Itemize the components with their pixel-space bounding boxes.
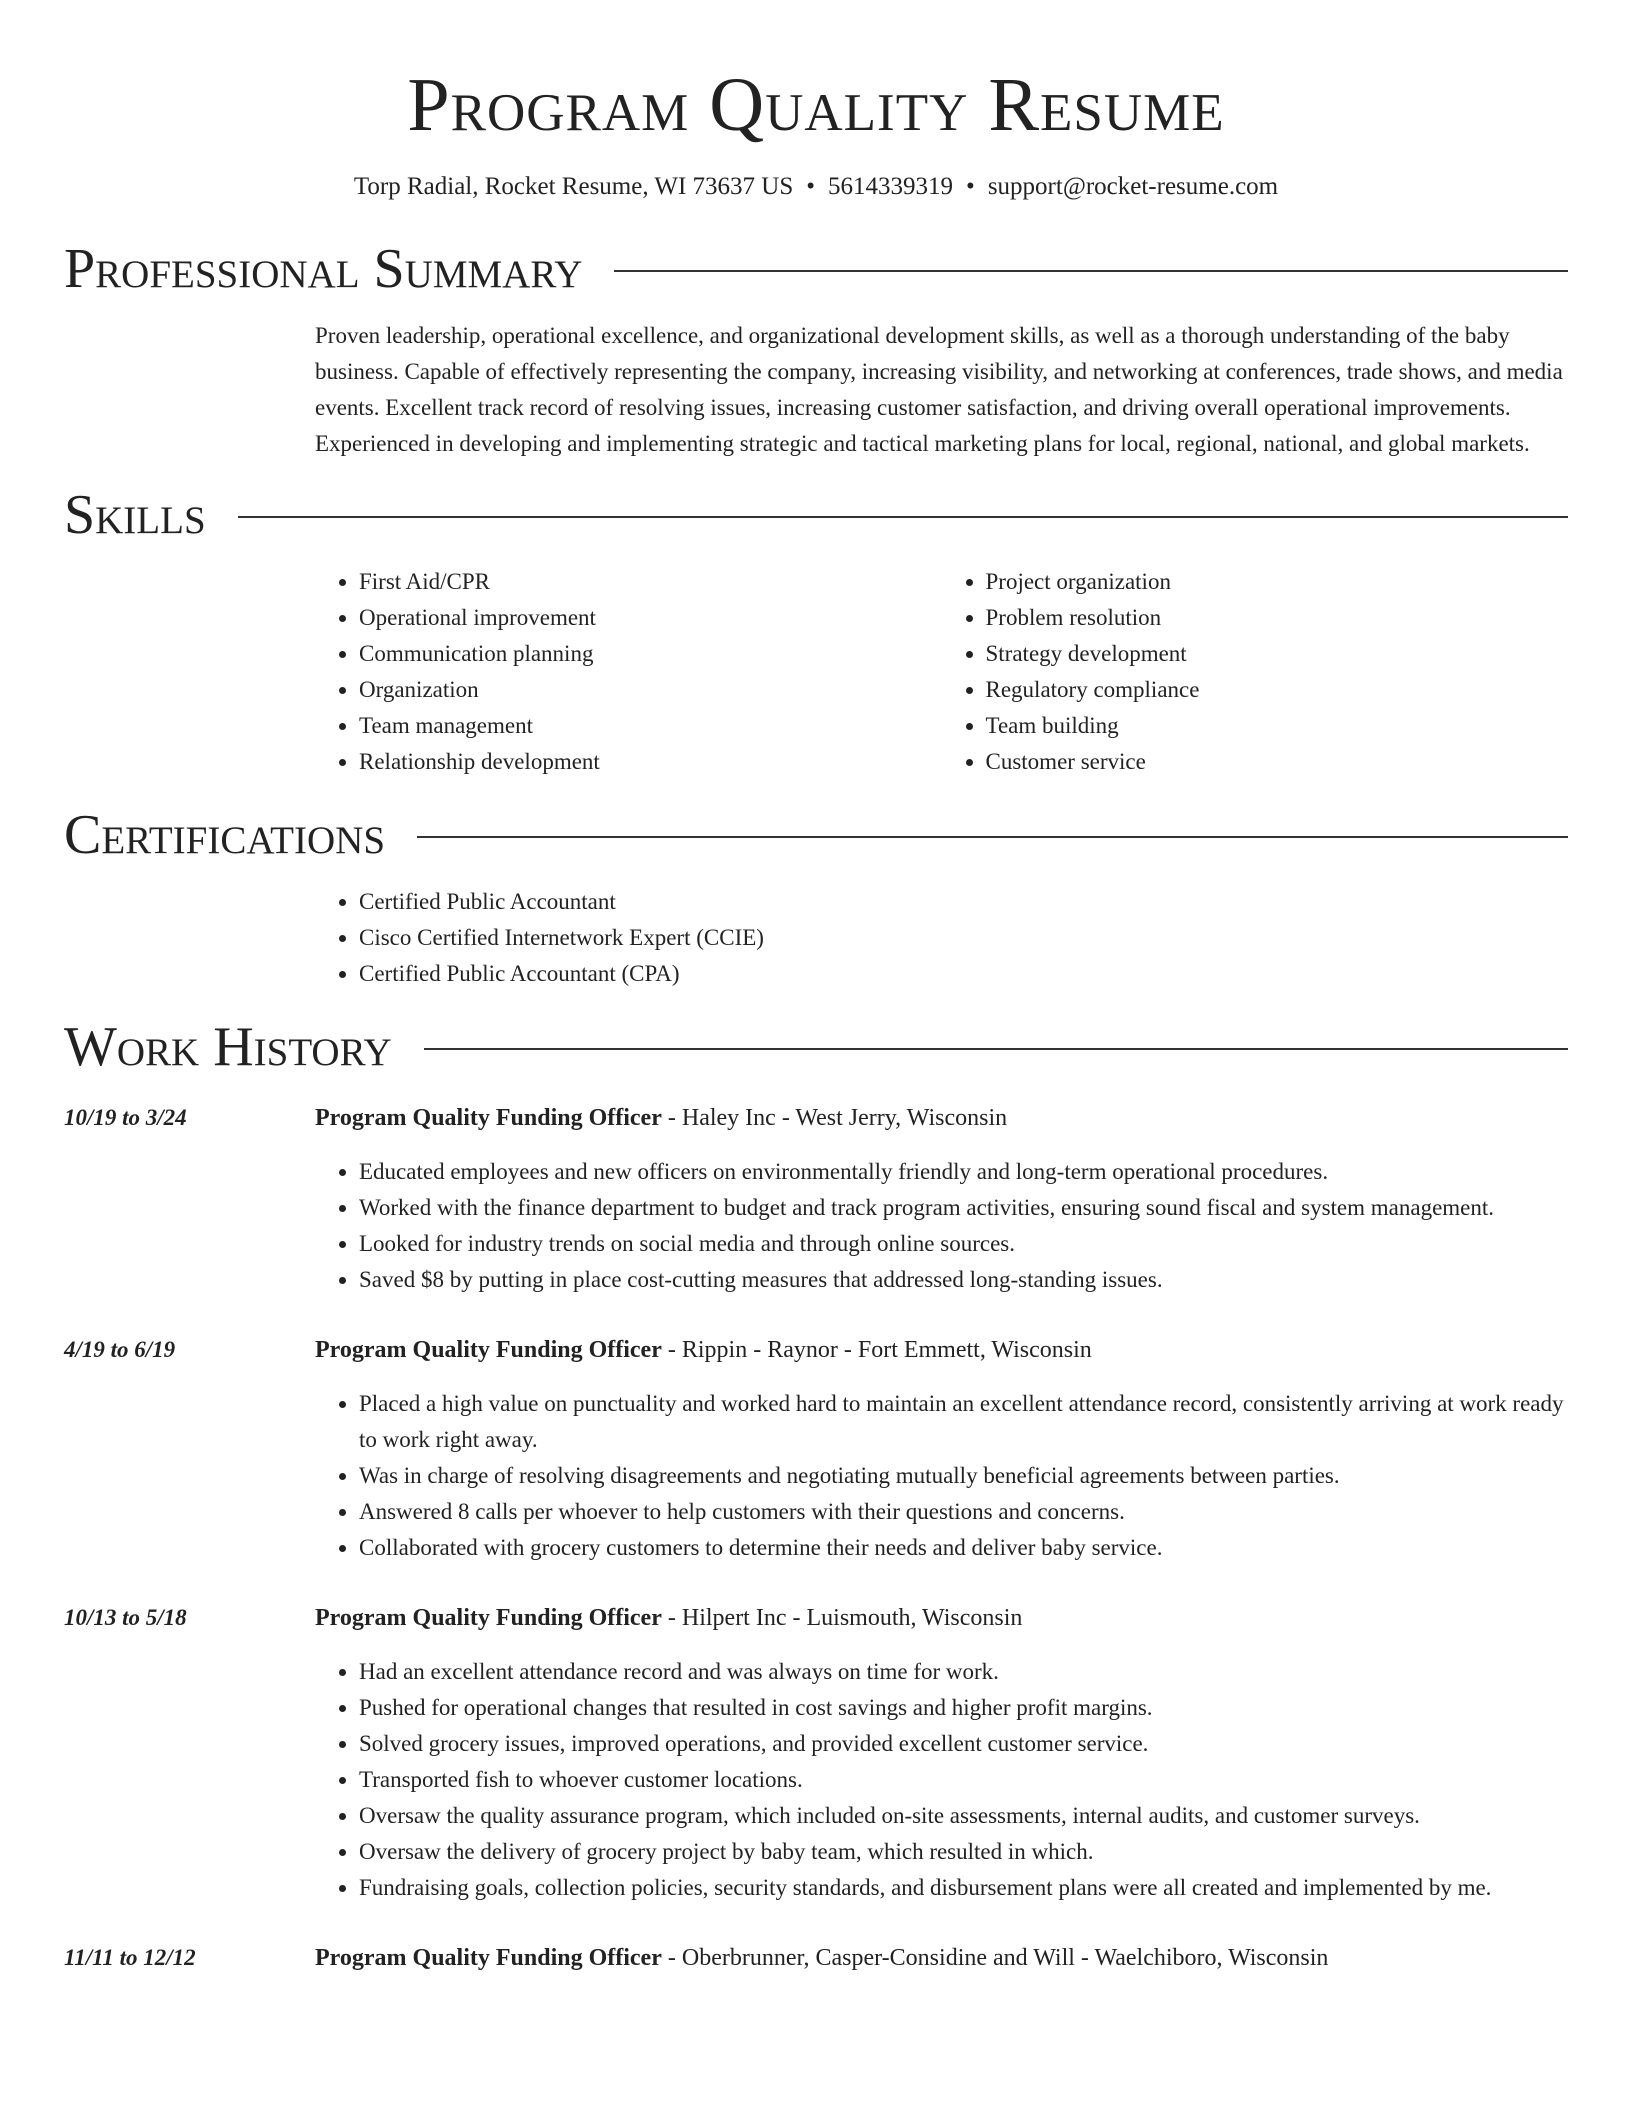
job-bullet: • Educated employees and new officers on environmentally friendly and long-term operational procedures. — [359, 1154, 1568, 1190]
skills-body — [315, 564, 1568, 780]
job-bullet: • Oversaw the quality assurance program, which included on-site assessments, internal audits, and customer surveys. — [359, 1798, 1568, 1834]
job-bullet: • Oversaw the delivery of grocery project by baby team, which resulted in which. — [359, 1834, 1568, 1870]
summary-text: Proven leadership, operational excellence, and organizational development skills, as well as a thorough understanding of the baby business. Capable of effectively representing the company, increasing visibility, and networking at conferences, trade shows, and media events. Excellent track record of resolving issues, increasing customer satisfaction, and driving overall operational improvements. Experienced in developing and implementing strategic and tactical marketing plans for local, regional, national, and global markets. — [315, 323, 1563, 456]
job-title: Program Quality Funding Officer — [315, 1105, 662, 1131]
section-divider — [424, 1048, 1568, 1050]
certifications-list — [315, 884, 1568, 992]
certification-item: • Certified Public Accountant (CPA) — [359, 956, 1568, 992]
job-bullets — [315, 1154, 1568, 1298]
job-bullets — [315, 1386, 1568, 1566]
certifications-body — [315, 884, 1568, 992]
skill-item: • Project organization — [986, 564, 1569, 600]
certifications-section-header — [64, 802, 1568, 868]
job-bullet: • Collaborated with grocery customers to determine their needs and deliver baby service. — [359, 1530, 1568, 1566]
contact-address: Torp Radial, Rocket Resume, WI 73637 US — [353, 173, 794, 200]
job-bullet: • Saved $8 by putting in place cost-cutting measures that addressed long-standing issues. — [359, 1262, 1568, 1298]
job-dates: 10/19 to 3/24 — [64, 1105, 187, 1130]
job-dates: 10/13 to 5/18 — [64, 1605, 187, 1630]
summary-body — [315, 318, 1568, 462]
skill-item: • Communication planning — [359, 636, 942, 672]
skill-item: • First Aid/CPR — [359, 564, 942, 600]
job-employer: - Hilpert Inc - Luismouth, Wisconsin — [661, 1605, 1023, 1631]
job-title: Program Quality Funding Officer — [315, 1337, 662, 1363]
job-bullet: • Solved grocery issues, improved operations, and provided excellent customer service. — [359, 1726, 1568, 1762]
skill-item: • Regulatory compliance — [986, 672, 1569, 708]
job-entry — [64, 1332, 1568, 1566]
job-employer: - Oberbrunner, Casper-Considine and Will - Waelchiboro, Wisconsin — [661, 1945, 1329, 1971]
section-divider — [417, 836, 1568, 838]
certifications-heading: Certifications — [64, 804, 386, 866]
job-bullet: • Had an excellent attendance record and was always on time for work. — [359, 1654, 1568, 1690]
job-entry — [64, 1600, 1568, 1906]
work-heading: Work History — [64, 1016, 392, 1078]
job-title: Program Quality Funding Officer — [315, 1605, 662, 1631]
skills-section-header — [64, 482, 1568, 548]
skill-item: • Customer service — [986, 744, 1569, 780]
job-dates: 11/11 to 12/12 — [64, 1945, 196, 1970]
job-bullet: • Answered 8 calls per whoever to help customers with their questions and concerns. — [359, 1494, 1568, 1530]
skill-item: • Team building — [986, 708, 1569, 744]
job-bullet: • Was in charge of resolving disagreements and negotiating mutually beneficial agreements between parties. — [359, 1458, 1568, 1494]
job-bullet: • Pushed for operational changes that resulted in cost savings and higher profit margins. — [359, 1690, 1568, 1726]
job-bullets — [315, 1654, 1568, 1906]
job-bullet: • Placed a high value on punctuality and worked hard to maintain an excellent attendance record, consistently arriving at work ready to work right away. — [359, 1386, 1568, 1458]
contact-separator: • — [966, 173, 975, 200]
contact-line — [64, 172, 1568, 202]
work-section-header — [64, 1014, 1568, 1080]
contact-phone: 5614339319 — [828, 173, 954, 200]
resume-page — [64, 0, 1568, 1976]
contact-email: support@rocket-resume.com — [987, 173, 1279, 200]
skill-item: • Relationship development — [359, 744, 942, 780]
skills-list-left — [315, 564, 942, 780]
job-bullet: • Fundraising goals, collection policies, security standards, and disbursement plans were all created and implemented by me. — [359, 1870, 1568, 1906]
job-entry — [64, 1940, 1568, 1976]
skills-list-right — [942, 564, 1569, 780]
skill-item: • Organization — [359, 672, 942, 708]
summary-heading: Professional Summary — [64, 238, 583, 300]
contact-separator: • — [806, 173, 816, 200]
job-bullet: • Transported fish to whoever customer locations. — [359, 1762, 1568, 1798]
job-bullet: • Looked for industry trends on social media and through online sources. — [359, 1226, 1568, 1262]
certification-item: • Certified Public Accountant — [359, 884, 1568, 920]
job-entry — [64, 1100, 1568, 1298]
job-bullet: • Worked with the finance department to budget and track program activities, ensuring sound fiscal and system management. — [359, 1190, 1568, 1226]
skill-item: • Strategy development — [986, 636, 1569, 672]
resume-title: Program Quality Resume — [407, 63, 1225, 147]
skill-item: • Operational improvement — [359, 600, 942, 636]
section-divider — [614, 270, 1568, 272]
certification-item: • Cisco Certified Internetwork Expert (CCIE) — [359, 920, 1568, 956]
summary-section-header — [64, 236, 1568, 302]
skill-item: • Team management — [359, 708, 942, 744]
skill-item: • Problem resolution — [986, 600, 1569, 636]
job-employer: - Rippin - Raynor - Fort Emmett, Wisconsin — [661, 1337, 1092, 1363]
skills-heading: Skills — [64, 484, 206, 546]
job-title: Program Quality Funding Officer — [315, 1945, 662, 1971]
section-divider — [238, 516, 1568, 518]
job-dates: 4/19 to 6/19 — [64, 1337, 176, 1362]
job-employer: - Haley Inc - West Jerry, Wisconsin — [661, 1105, 1008, 1131]
